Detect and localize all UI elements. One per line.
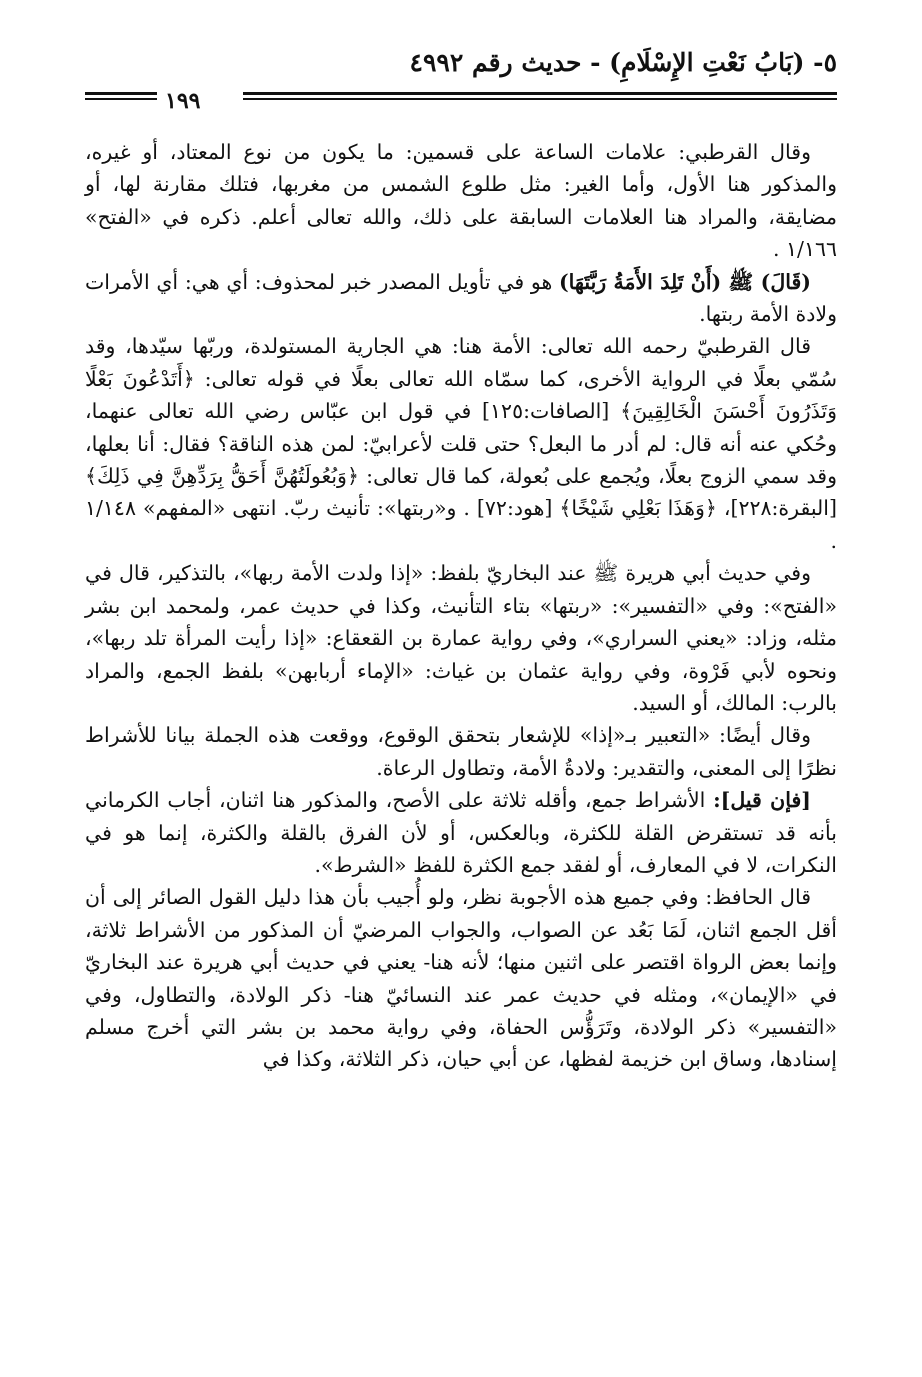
paragraph-text: وفي حديث أبي هريرة ﷺ عند البخاريّ بلفظ: «إذا ولدت الأمة ربها»، بالتذكير، قال في «الفتح»: وفي «التفسير»: «ربتها» بتاء التأنيث، وكذا في حديث عمر، ولمحمد ابن بشر مثله، وزاد: «يعني السراري»، وفي رواية عمارة بن القعقاع: «إذا رأيت المرأة تلد ربها»، ونحوه لأبي فَرْوة، وفي رواية عثمان بن غياث: «الإماء أربابهن» بلفظ الجمع، والمراد بالرب: المالك، أو السيد. [85, 561, 837, 715]
paragraph-text: هو في تأويل المصدر خبر لمحذوف: أي هي: أي الأمرات ولادة الأمة ربتها. [85, 269, 837, 327]
body-text [85, 136, 837, 1076]
header-rule [243, 92, 837, 100]
paragraph [85, 266, 837, 331]
paragraph [85, 881, 837, 1075]
page-number: ١٩٩ [165, 88, 201, 114]
book-page [85, 48, 837, 1076]
chapter-title: ٥- (بَابُ نَعْتِ الإِسْلَامِ) - حديث رقم ٤٩٩٢ [409, 48, 837, 77]
paragraph [85, 136, 837, 266]
header-rule-short [85, 92, 157, 100]
paragraph [85, 719, 837, 784]
paragraph-text: قال القرطبيّ رحمه الله تعالى: الأمة هنا: هي الجارية المستولدة، وربّها سيّدها، وقد سُمّي بعلًا في الرواية الأخرى، كما سمّاه الله تعالى بعلًا في قوله تعالى: ﴿أَتَدْعُونَ بَعْلًا وَتَذَرُونَ أَحْسَنَ الْخَالِقِينَ﴾ [الصافات:١٢٥] في قول ابن عبّاس رضي الله تعالى عنهما، وحُكي عنه أنه قال: لم أدر ما البعل؟ حتى قلت لأعرابيّ: لمن هذه الناقة؟ فقال: أنا بعلها، وقد سمي الزوج بعلًا، ويُجمع على بُعولة، كما قال تعالى: ﴿وَبُعُولَتُهُنَّ أَحَقُّ بِرَدِّهِنَّ فِي ذَلِكَ﴾ [البقرة:٢٢٨]، ﴿وَهَذَا بَعْلِي شَيْخًا﴾ [هود:٧٢] . و«ربتها»: تأنيث ربّ. انتهى «المفهم» ١/١٤٨ . [85, 334, 837, 553]
paragraph [85, 784, 837, 881]
paragraph [85, 557, 837, 719]
paragraph-text: الأشراط جمع، وأقله ثلاثة على الأصح، والمذكور هنا اثنان، أجاب الكرماني بأنه قد تستقرض القلة للكثرة، وبالعكس، أو لأن الفرق بالقلة والكثرة، إنما هو في النكرات، لا في المعارف، أو لفقد جمع الكثرة للفظ «الشرط». [85, 788, 837, 877]
paragraph-text: وقال أيضًا: «التعبير بـ«إذا» للإشعار بتحقق الوقوع، ووقعت هذه الجملة بيانا للأشراط نظرًا إلى المعنى، والتقدير: ولادةُ الأمة، وتطاول الرعاة. [85, 723, 837, 780]
paragraph-lead: [فإن قيل]: [713, 788, 811, 813]
paragraph-text: وقال القرطبي: علامات الساعة على قسمين: ما يكون من نوع المعتاد، أو غيره، والمذكور هنا الأول، وأما الغير: مثل طلوع الشمس من مغربها، فتلك مقارنة لها، أو مضايقة، والمراد هنا العلامات السابقة على ذلك، والله تعالى أعلم. ذكره في «الفتح» ١/١٦٦ . [85, 140, 837, 262]
paragraph [85, 330, 837, 557]
paragraph-lead: (قَالَ) ﷺ (أَنْ تَلِدَ الأَمَةُ رَبَّتَهَا) [558, 269, 811, 294]
running-header [85, 48, 837, 114]
paragraph-text: قال الحافظ: وفي جميع هذه الأجوبة نظر، ولو أُجيب بأن هذا دليل القول الصائر إلى أن أقل الجمع اثنان، لَمَا بَعُد عن الصواب، والجواب المرضيّ أن المذكور من الأشراط ثلاثة، وإنما بعض الرواة اقتصر على اثنين منها؛ لأنه هنا- يعني في حديث أبي هريرة عند البخاريّ في «الإيمان»، ومثله في حديث عمر عند النسائيّ هنا- ذكر الولادة، والتطاول، وفي «التفسير» ذكر الولادة، وتَرَؤُّس الحفاة، وفي رواية محمد بن بشر التي أخرج مسلم إسنادها، وساق ابن خزيمة لفظها، عن أبي حيان، ذكر الثلاثة، وكذا في [85, 885, 837, 1072]
